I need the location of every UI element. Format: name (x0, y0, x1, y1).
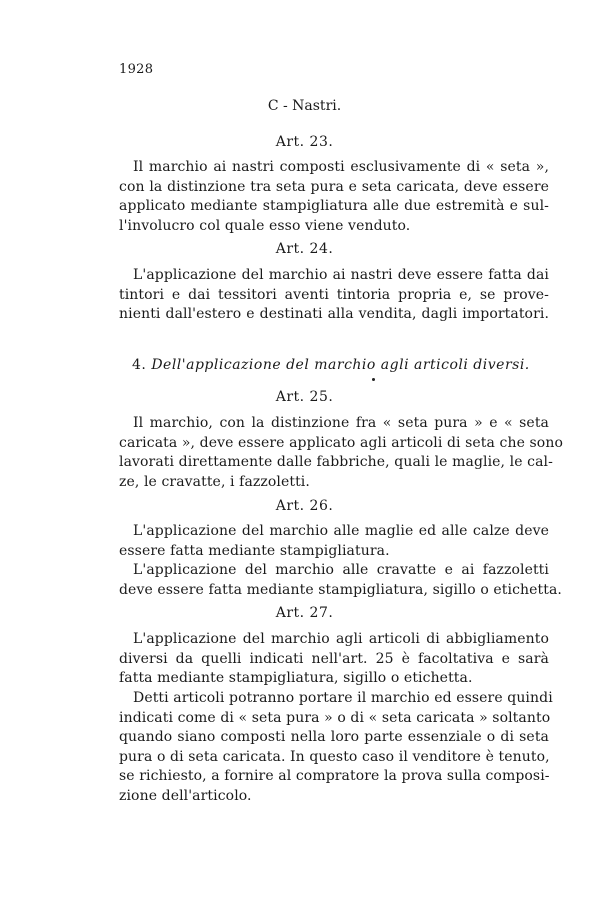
text-line: Detti articoli potranno portare il marchio ed essere quindi (133, 690, 553, 706)
text-line: se richiesto, a fornire al compratore la prova sulla composi- (119, 768, 550, 784)
text-line: Il marchio ai nastri composti esclusivamente di « seta », (133, 159, 549, 175)
article-24-paragraph (119, 266, 549, 325)
subsection-heading (132, 357, 530, 373)
article-23-paragraph (119, 158, 549, 236)
text-line: applicato mediante stampigliatura alle due estremità e sul- (119, 198, 549, 214)
text-line: lavorati direttamente dalle fabbriche, quali le maglie, le cal- (119, 454, 553, 470)
page-number: 1928 (119, 62, 154, 77)
text-line: pura o di seta caricata. In questo caso il venditore è tenuto, (119, 748, 550, 765)
text-line: quando siano composti nella loro parte essenziale o di seta (119, 729, 549, 745)
text-line: L'applicazione del marchio alle maglie ed alle calze deve (133, 523, 549, 539)
text-line: L'applicazione del marchio agli articoli di abbigliamento (133, 631, 549, 647)
text-line: L'applicazione del marchio ai nastri deve essere fatta dai (133, 267, 549, 283)
stray-mark (372, 378, 375, 381)
text-line: con la distinzione tra seta pura e seta caricata, deve essere (119, 178, 549, 195)
text-line: ze, le cravatte, i fazzoletti. (119, 473, 310, 490)
text-line: indicati come di « seta pura » o di « seta caricata » soltanto (119, 709, 551, 726)
article-heading-25: Art. 25. (275, 389, 334, 405)
text-line: deve essere fatta mediante stampigliatura, sigillo o etichetta. (119, 581, 562, 598)
article-heading-27: Art. 27. (275, 605, 334, 621)
article-25-paragraph (119, 414, 563, 492)
text-line: l'involucro col quale esso viene venduto. (119, 217, 411, 234)
text-line: L'applicazione del marchio alle cravatte e ai fazzoletti (133, 562, 549, 578)
section-title: C - Nastri. (267, 98, 342, 114)
text-line: essere fatta mediante stampigliatura. (119, 542, 390, 559)
text-line: caricata », deve essere applicato agli articoli di seta che sono (119, 434, 563, 451)
subsection-title: Dell'applicazione del marchio agli articoli diversi. (151, 357, 530, 373)
article-heading-24: Art. 24. (275, 241, 334, 257)
article-heading-23: Art. 23. (275, 134, 334, 150)
text-line: Il marchio, con la distinzione fra « seta pura » e « seta (133, 415, 549, 431)
article-26-paragraph-2 (119, 561, 562, 600)
article-26-paragraph-1 (119, 522, 549, 561)
article-27-paragraph-1 (119, 630, 549, 689)
text-line: zione dell'articolo. (119, 787, 252, 804)
article-27-paragraph-2 (119, 689, 553, 806)
article-heading-26: Art. 26. (275, 498, 334, 514)
text-line: tintori e dai tessitori aventi tintoria propria e, se prove- (119, 286, 549, 303)
text-line: nienti dall'estero e destinati alla vendita, dagli importatori. (119, 306, 549, 322)
text-line: diversi da quelli indicati nell'art. 25 è facoltativa e sarà (119, 650, 549, 667)
subsection-number: 4. (132, 357, 147, 373)
text-line: fatta mediante stampigliatura, sigillo o etichetta. (119, 670, 473, 686)
